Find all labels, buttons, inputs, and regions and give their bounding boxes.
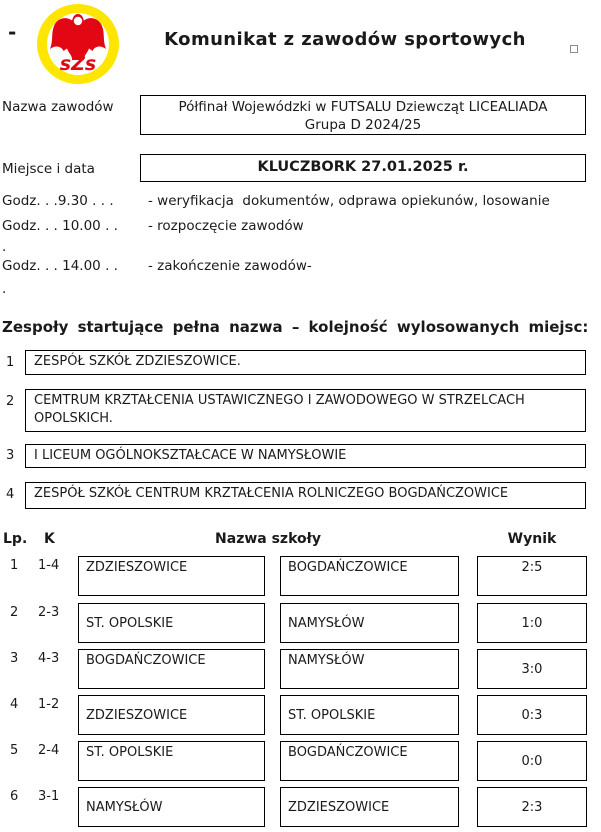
team-name-box: ZESPÓŁ SZKÓŁ CENTRUM KRZTAŁCENIA ROLNICZEGO BOGDAŃCZOWICE: [25, 482, 586, 509]
page-title: Komunikat z zawodów sportowych: [164, 29, 526, 50]
team-name-box: ZESPÓŁ SZKÓŁ ZDZIESZOWICE.: [25, 350, 586, 375]
match-away-box: ZDZIESZOWICE: [280, 787, 459, 827]
match-lp: 2: [10, 605, 19, 620]
stray-square-glyph: [570, 45, 578, 53]
competition-name-line1: Półfinał Wojewódzki w FUTSALU Dziewcząt LICEALIADA: [178, 99, 548, 115]
field-label-miejsce-i-data: Miejsce i data: [2, 161, 95, 177]
match-away-box: NAMYSŁÓW: [280, 603, 459, 643]
match-score-box: 3:0: [477, 649, 587, 689]
team-name-box: I LICEUM OGÓLNOKSZTAŁCACE W NAMYSŁOWIE: [25, 444, 586, 468]
teams-section-heading: Zespoły startujące pełna nazwa – kolejność wylosowanych miejsc:: [2, 318, 589, 336]
match-home-box: ZDZIESZOWICE: [78, 556, 265, 596]
team-number: 3: [6, 448, 15, 463]
team-name-box: CEMTRUM KRZTAŁCENIA USTAWICZNEGO I ZAWODOWEGO W STRZELCACH OPOLSKICH.: [25, 389, 586, 432]
results-header-lp: Lp.: [3, 531, 28, 547]
results-header-school: Nazwa szkoły: [215, 531, 321, 547]
match-pairing: 4-3: [38, 651, 60, 666]
match-score-box: 0:0: [477, 741, 587, 781]
results-header-score: Wynik: [507, 531, 557, 547]
match-away-box: BOGDAŃCZOWICE: [280, 556, 459, 596]
match-pairing: 3-1: [38, 789, 60, 804]
eagle-head: [73, 16, 83, 26]
match-pairing: 1-2: [38, 697, 60, 712]
match-home-box: ST. OPOLSKIE: [78, 603, 265, 643]
field-value-nazwa-zawodow: [140, 95, 586, 135]
match-home-box: ST. OPOLSKIE: [78, 741, 265, 781]
match-lp: 6: [10, 789, 19, 804]
match-score-box: 0:3: [477, 695, 587, 735]
match-away-box: BOGDAŃCZOWICE: [280, 741, 459, 781]
logo-text: sZs: [59, 53, 97, 75]
szs-logo-icon: [36, 3, 120, 85]
match-away-box: NAMYSŁÓW: [280, 649, 459, 689]
schedule-desc-1: - weryfikacja dokumentów, odprawa opiekunów, losowanie: [148, 193, 550, 209]
match-lp: 3: [10, 651, 19, 666]
match-lp: 1: [10, 558, 19, 573]
match-lp: 4: [10, 697, 19, 712]
schedule-trail-dot-3: .: [2, 281, 7, 297]
team-number: 4: [6, 487, 15, 502]
match-home-box: ZDZIESZOWICE: [78, 695, 265, 735]
schedule-time-1: Godz. . .9.30 . . .: [2, 193, 114, 209]
dash-mark: -: [8, 20, 17, 44]
match-pairing: 1-4: [38, 558, 60, 573]
schedule-trail-dot-2: .: [2, 239, 7, 255]
match-pairing: 2-3: [38, 605, 60, 620]
field-value-miejsce-i-data: KLUCZBORK 27.01.2025 r.: [140, 154, 586, 182]
schedule-time-3: Godz. . . 14.00 . .: [2, 258, 118, 274]
team-number: 2: [6, 394, 15, 409]
results-header-k: K: [44, 531, 55, 547]
schedule-time-2: Godz. . . 10.00 . .: [2, 218, 118, 234]
match-score-box: 2:3: [477, 787, 587, 827]
schedule-desc-3: - zakończenie zawodów-: [148, 258, 312, 274]
match-away-box: ST. OPOLSKIE: [280, 695, 459, 735]
match-score-box: 2:5: [477, 556, 587, 596]
schedule-desc-2: - rozpoczęcie zawodów: [148, 218, 304, 234]
match-score-box: 1:0: [477, 603, 587, 643]
match-home-box: NAMYSŁÓW: [78, 787, 265, 827]
field-label-nazwa-zawodow: Nazwa zawodów: [2, 99, 114, 115]
team-number: 1: [6, 355, 15, 370]
match-lp: 5: [10, 743, 19, 758]
match-pairing: 2-4: [38, 743, 60, 758]
competition-name-line2: Grupa D 2024/25: [304, 117, 422, 133]
match-home-box: BOGDAŃCZOWICE: [78, 649, 265, 689]
